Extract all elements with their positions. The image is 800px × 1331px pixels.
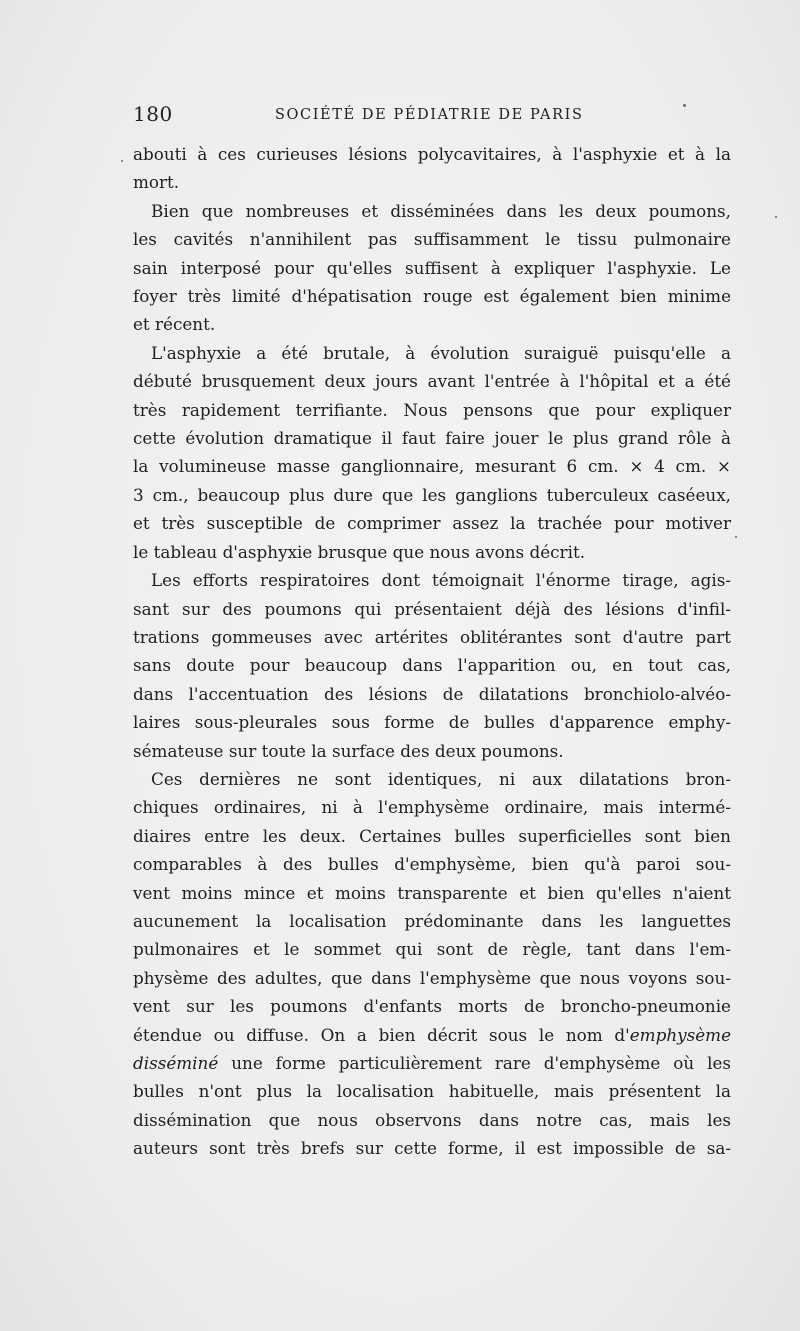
text-line	[133, 1021, 731, 1049]
text-line: dissémination que nous observons dans notre cas, mais les	[133, 1109, 731, 1130]
italic-term: emphysème	[629, 1024, 731, 1045]
text-line: foyer très limité d'hépatisation rouge est également bien minime	[133, 286, 731, 307]
body-text	[133, 140, 731, 1163]
text-line: 3 cm., beaucoup plus dure que les ganglions tuberculeux caséeux,	[133, 484, 731, 505]
text-line: et récent.	[133, 314, 216, 335]
text-line: Ces dernières ne sont identiques, ni aux dilatations bron-	[151, 768, 731, 789]
text-line: la volumineuse masse ganglionnaire, mesurant 6 cm. × 4 cm. ×	[133, 456, 731, 477]
text-line-start: étendue ou diffuse. On a bien décrit sous le nom d'	[133, 1024, 630, 1045]
paper-speck	[683, 104, 686, 107]
text-line: mort.	[133, 172, 180, 193]
text-line: pulmonaires et le sommet qui sont de règle, tant dans l'em-	[133, 939, 731, 960]
italic-term: disséminé	[133, 1053, 219, 1073]
text-line-end: une forme particulièrement rare d'emphysème où les	[218, 1053, 731, 1073]
text-line: diaires entre les deux. Certaines bulles superficielles sont bien	[133, 825, 731, 846]
text-line: vent sur les poumons d'enfants morts de broncho-pneumonie	[133, 996, 731, 1017]
page-number: 180	[133, 102, 173, 126]
text-line: L'asphyxie a été brutale, à évolution suraiguë puisqu'elle a	[151, 342, 731, 363]
text-line: sant sur des poumons qui présentaient déjà des lésions d'infil-	[133, 598, 731, 619]
paper-speck	[121, 160, 123, 162]
text-line: vent moins mince et moins transparente et bien qu'elles n'aient	[133, 882, 731, 903]
text-line: sans doute pour beaucoup dans l'apparition ou, en tout cas,	[133, 655, 731, 676]
text-line: auteurs sont très brefs sur cette forme, il est impossible de sa-	[133, 1138, 731, 1159]
text-line: aucunement la localisation prédominante dans les languettes	[133, 910, 731, 931]
text-line: chiques ordinaires, ni à l'emphysème ordinaire, mais intermé-	[133, 797, 731, 818]
running-title: SOCIÉTÉ DE PÉDIATRIE DE PARIS	[275, 107, 584, 123]
text-line: très rapidement terrifiante. Nous pensons que pour expliquer	[133, 399, 731, 420]
text-line: sémateuse sur toute la surface des deux poumons.	[133, 740, 564, 761]
text-line: Bien que nombreuses et disséminées dans les deux poumons,	[151, 200, 731, 221]
text-line: comparables à des bulles d'emphysème, bien qu'à paroi sou-	[133, 854, 731, 875]
text-line	[133, 1049, 731, 1077]
text-line: dans l'accentuation des lésions de dilatations bronchiolo-alvéo-	[133, 683, 731, 704]
text-line: Les efforts respiratoires dont témoignait l'énorme tirage, agis-	[151, 570, 731, 591]
text-line: débuté brusquement deux jours avant l'entrée à l'hôpital et a été	[133, 371, 731, 392]
text-line: cette évolution dramatique il faut faire jouer le plus grand rôle à	[133, 428, 731, 449]
text-line: trations gommeuses avec artérites oblitérantes sont d'autre part	[133, 626, 731, 647]
text-line: les cavités n'annihilent pas suffisamment le tissu pulmonaire	[133, 229, 731, 250]
text-line: bulles n'ont plus la localisation habituelle, mais présentent la	[133, 1081, 731, 1102]
text-line: sain interposé pour qu'elles suffisent à expliquer l'asphyxie. Le	[133, 257, 731, 278]
paper-speck	[735, 536, 737, 538]
text-line: physème des adultes, que dans l'emphysème que nous voyons sou-	[133, 967, 731, 988]
text-line: laires sous-pleurales sous forme de bulles d'apparence emphy-	[133, 712, 731, 733]
text-line: et très susceptible de comprimer assez la trachée pour motiver	[133, 513, 731, 534]
text-line: abouti à ces curieuses lésions polycavitaires, à l'asphyxie et à la	[133, 144, 731, 164]
text-line: le tableau d'asphyxie brusque que nous avons décrit.	[133, 541, 586, 562]
paper-speck	[775, 216, 777, 218]
page-header	[133, 100, 733, 128]
